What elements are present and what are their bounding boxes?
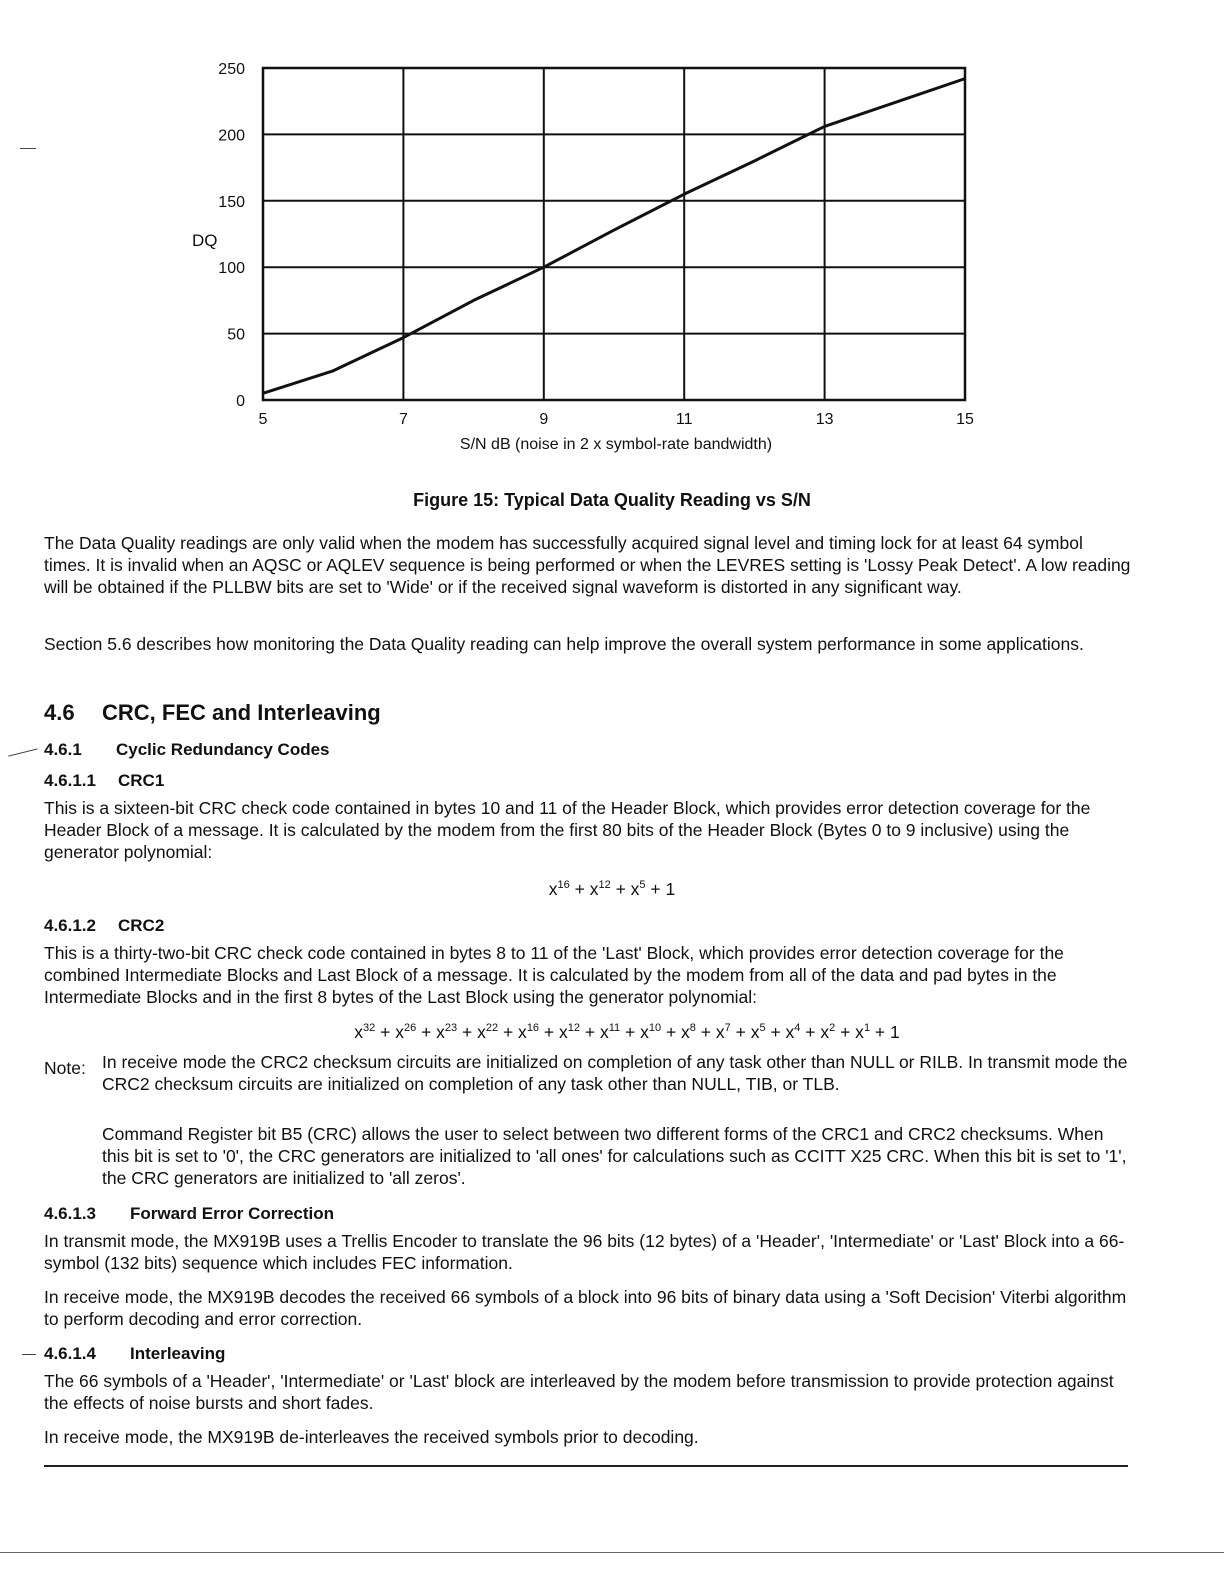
intro-paragraph-2: Section 5.6 describes how monitoring the Data Quality reading can help improve the overall system performance in some applications.	[44, 634, 1084, 654]
section-title: CRC2	[118, 916, 165, 935]
section-number: 4.6	[44, 700, 75, 725]
y-tick-label: 50	[227, 326, 245, 344]
section-title: Interleaving	[130, 1344, 226, 1363]
dq-vs-sn-chart	[150, 50, 1030, 470]
fec-paragraph-2: In receive mode, the MX919B decodes the received 66 symbols of a block into 96 bits of binary data using a 'Soft Decision' Viterbi algorithm to perform decoding and error correction.	[44, 1287, 1127, 1329]
section-number: 4.6.1	[44, 740, 82, 759]
series-line-dq	[263, 79, 965, 394]
section-4-6-1-3-heading	[44, 1204, 334, 1224]
x-tick-label: 9	[539, 411, 549, 428]
section-4-6-1-1-heading	[44, 771, 164, 791]
note-paragraph-1: In receive mode the CRC2 checksum circuits are initialized on completion of any task other than NULL or RILB. In transmit mode the CRC2 checksum circuits are initialized on completion of any task other than NULL, TIB, or TLB.	[102, 1052, 1128, 1094]
x-tick-label: 13	[815, 411, 834, 428]
x-axis-label: S/N dB (noise in 2 x symbol-rate bandwidth)	[459, 436, 773, 453]
crc1-paragraph: This is a sixteen-bit CRC check code contained in bytes 10 and 11 of the Header Block, which provides error detection coverage for the Header Block of a message. It is calculated by the modem from the first 80 bits of the Header Block (Bytes 0 to 9 inclusive) using the generator polynomial:	[44, 798, 1091, 862]
section-4-6-heading	[44, 700, 381, 726]
x-tick-label: 5	[258, 411, 268, 428]
y-tick-label: 0	[236, 393, 245, 410]
section-4-6-1-heading	[44, 740, 330, 760]
section-number: 4.6.1.2	[44, 916, 96, 935]
section-4-6-1-2-heading	[44, 916, 164, 936]
x-tick-label: 11	[675, 411, 693, 428]
footer-divider	[44, 1465, 1128, 1467]
section-title: CRC1	[118, 771, 165, 790]
y-tick-label: 200	[218, 127, 245, 145]
x-tick-label: 7	[398, 411, 408, 428]
section-number: 4.6.1.1	[44, 771, 96, 790]
y-tick-label: 150	[218, 193, 245, 211]
fec-paragraph-1: In transmit mode, the MX919B uses a Trellis Encoder to translate the 96 bits (12 bytes) of a 'Header', 'Intermediate' or 'Last' Block into a 66-symbol (132 bits) sequence which includes FEC information.	[44, 1231, 1125, 1273]
page-bottom-line	[0, 1552, 1224, 1553]
note-paragraph-2: Command Register bit B5 (CRC) allows the user to select between two different forms of the CRC1 and CRC2 checksums. When this bit is set to '0', the CRC generators are initialized to 'all ones' for calculations such as CCITT X25 CRC. When this bit is set to '1', the CRC generators are initialized to 'all zeros'.	[102, 1124, 1127, 1188]
margin-mark	[22, 1354, 36, 1355]
crc1-polynomial: $x^{16} + x^{12} + x^5 + 1$	[548, 879, 676, 899]
y-axis-label: DQ	[192, 231, 218, 250]
margin-mark	[8, 748, 37, 756]
section-title: Forward Error Correction	[130, 1204, 335, 1223]
section-number: 4.6.1.4	[44, 1344, 96, 1363]
note-label: Note:	[44, 1058, 86, 1078]
plot-frame	[263, 68, 965, 400]
crc2-polynomial: $x^{32} + x^{26} + x^{23} + x^{22} + x^{16} + x^{12} + x^{11} + x^{10} + x^8 + x^7 + x^5 + x^4 + x^2 + x^1 + 1$	[354, 1022, 900, 1042]
section-title: CRC, FEC and Interleaving	[102, 700, 381, 725]
section-number: 4.6.1.3	[44, 1204, 96, 1223]
crc2-paragraph: This is a thirty-two-bit CRC check code contained in bytes 8 to 11 of the 'Last' Block, which provides error detection coverage for the combined Intermediate Blocks and Last Block of a message. It is calculated by the modem from all of the data and pad bytes in the Intermediate Blocks and in the first 8 bytes of the Last Block using the generator polynomial:	[44, 943, 1064, 1007]
figure-caption: Figure 15: Typical Data Quality Reading vs S/N	[413, 490, 811, 510]
interleaving-paragraph-2: In receive mode, the MX919B de-interleaves the received symbols prior to decoding.	[44, 1427, 699, 1447]
x-tick-label: 15	[956, 411, 974, 428]
section-4-6-1-4-heading	[44, 1344, 225, 1364]
section-title: Cyclic Redundancy Codes	[116, 740, 330, 759]
intro-paragraph-1: The Data Quality readings are only valid when the modem has successfully acquired signal level and timing lock for at least 64 symbol times. It is invalid when an AQSC or AQLEV sequence is being performed or when the LEVRES setting is 'Lossy Peak Detect'. A low reading will be obtained if the PLLBW bits are set to 'Wide' or if the received signal waveform is distorted in any significant way.	[44, 533, 1131, 597]
y-tick-label: 100	[218, 260, 245, 278]
interleaving-paragraph-1: The 66 symbols of a 'Header', 'Intermediate' or 'Last' block are interleaved by the modem before transmission to provide protection against the effects of noise bursts and short fades.	[44, 1371, 1114, 1413]
y-tick-label: 250	[218, 61, 245, 78]
margin-mark	[20, 148, 36, 149]
